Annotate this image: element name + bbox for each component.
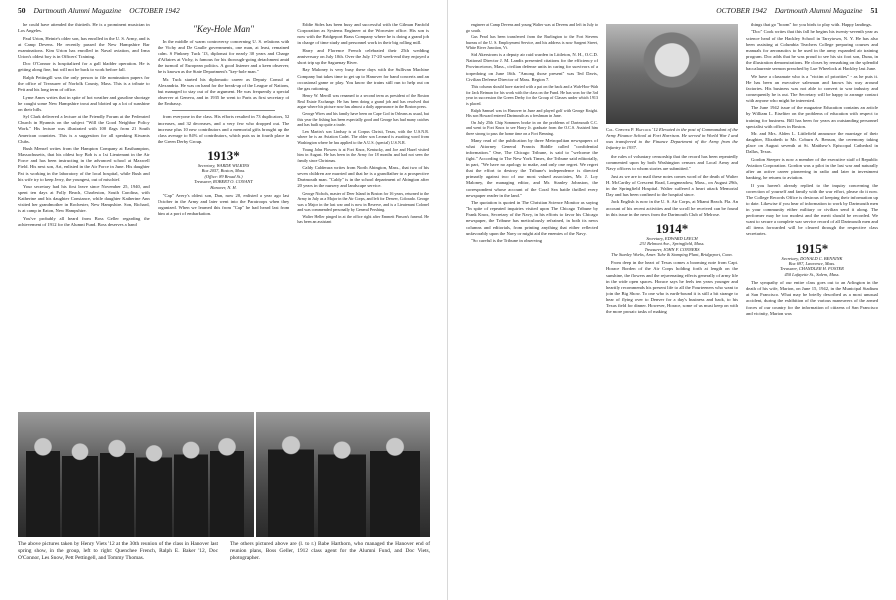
paragraph: Ralph Pettingill was the only person to file nomination papers for the office of Treasurer of Norfolk County, Mass. This is a tribute to Pett and his long term of office. [18,74,150,93]
paragraph: Your secretary had his first leave since November 25, 1940, and spent ten days at Folly Beach, Charleston, South Carolina, with Katherine and his daughter Constance, while daughter Katherine Ann visited her grandmother in Rochester, New Hampshire. Son, Richard, is at camp in Eaton, New Hampshire. [18,184,150,214]
right-col-3 [746,22,878,600]
left-columns [18,22,429,422]
paragraph: Doc O'Connor is hospitalized for a gall bladder operation. He is getting along fine, but will not be back to work before fall. [18,61,150,73]
paragraph: The June 1942 issue of the magazine Education contains an article by William L. Eiseliter on the problems of education with respect to training for business. Bill has been for years an outstanding personnel specialist with offices in Boston. [746,105,878,129]
portrait-caption [606,127,738,151]
left-col-3 [297,22,429,422]
paragraph: he could have attended the thirtieth. He is a prominent musician in Los Angeles. [18,22,150,34]
paragraph: engineer at Camp Devens and young Walter was at Devens and left in July to go south. [466,22,598,33]
paragraph: Ray Maloney is very busy these days with the Sullivan Machine Company but takes time to get up to Hanover for band concerts and an occasional game or play. You know the trains still run to help out on the gas rationing. [297,67,430,91]
paragraph: Paul Urion, Heinie's older son, has enrolled in the U. S. Army, and is at Camp Devens. He recently passed the New Hampshire Bar examinations. Kim Urion has enrolled in Naval aviation, and Irma Urion's oldest boy is in Officers' Training. [18,35,150,59]
paragraph: Young John Flowers is at Fort Knox, Kentucky, and Joe and Hazel visited him in August. He has been in the Army for 18 months and had not seen the family since Christmas. [297,146,430,163]
left-col-1 [18,22,150,422]
paragraph: Mr. Tuck started his diplomatic career as Deputy Consul at Alexandria. He was on hand for the break-up of the League of Nations, but managed to stay out of the argument. He was frequently a special observer at Geneva, and in 1935 he went to Paris as first secretary of the Embassy. [157,76,290,107]
right-columns [466,22,878,600]
class-year: 1915* [795,240,829,256]
caption-right: The others pictured above are (l. to r.) Babe Harthorn, who managed the Hanover end of reunion plans, Boss Geller, 1912 class agent for the Alumni Fund, and Doc Viets, photographer. [230,541,430,561]
portrait-name: Col. Chester P. Haycock '12 [606,127,658,132]
paragraph: George Nichols, master of Deer Island in Boston for 16 years, returned to the Army in July as a Major in the Air Corps, and left for Denver, Colorado. George was a Major in the last war and is now in Reserve, and is a Lieutenant Colonel and was commended personally by General Pershing. [297,190,430,213]
paragraph: Gus Pearl has been transferred from the Burlington to the Fort Stevens bureau of the U. S. Employment Service, and his address is now Sargent Street, White River Junction, Vt. [466,34,598,51]
address: Box 2057, Boston, Mass. [201,168,246,174]
right-col-2 [606,22,738,600]
paragraph: From deep in the heart of Texas comes a booming note from Capt. Horace Borden of the Air Corps holding forth at length on the sunshine, the flowers and the rejuvenating effects generally of army life in the wide open spaces. Horace says he feels ten years younger and heartily recommends his present life to all the Fourteeners who want to join the Big Show. To one who is earth-bound it is still a bit strange to hear of flying over to Denver for a day's business and back, to his Texas field for dinner. However, Horace, some of us must keep on with the more prosaic tasks of making [606,260,738,315]
class-year: 1914* [655,220,689,236]
paragraph: Mr. and Mrs. Alden L. Littlefield announce the marriage of their daughter, Elizabeth to Mr. Coburn A. Benson, the ceremony taking place on August seventh at St. Matthew's Episcopal Cathedral in Dallas, Texas. [746,131,878,155]
class-officers [158,163,290,190]
paragraph: Harry and Florence French celebrated their 25th wedding anniversary on July 10th. Over the July 17-20 week-end they enjoyed a short trip up the Saguenay River. [297,47,430,65]
paragraph: We have a classmate who is a "victim of priorities" - as he puts it. He has been an executive salesman and knows his way around factories. His business was not able to convert to war industry and consequently he is out. The Secretary will be happy to arrange contact with anyone who might be interested. [746,73,878,103]
paragraph: Sid Akerstrom is a deputy air raid warden in Littleton, N. H., O.C.D. National Director J. M. Landis presented citations for the efficiency of Provincetown, Mass., civilian defense units in caring for survivors of a torpedoing on June 16th. "Among those present" was Ted Davis, Civilian Defense Director of Mass. Region 7. [466,52,598,82]
address: The Stanley Works, Amer. Tube & Stamping Plant, Bridgeport, Conn. [611,251,733,257]
address: (Office: 89 Broad St.) [204,173,243,179]
paragraph: Walter Heller pinged in at the office right after Emmett Pinson's funeral. He has been an assistant [297,213,430,225]
divider [172,110,276,111]
paragraph: Henry W. Merrill was renamed to a second term as president of the Boston Real Estate Exchange. He has been doing a grand job and has resolved that argue where his picture now has almost a daily appearance in the Boston press. [297,93,430,110]
class-1914-heading [606,222,738,258]
paragraph: If you haven't already replied to the inquiry concerning the correction of yourself and family with the war effort, please do it now. The College Records Office is desirous of keeping their information up to date. Likewise if you hear of information to work by Dartmouth men in your community either military or civilian send it along. The performer may be too modest and the merit should be recorded. We want to secure a complete war service record of all Dartmouth men and all items forwarded will be cleared through the respective class secretaries. [746,182,878,237]
paragraph: The sympathy of our entire class goes out to an Arlington in the death of his wife, Marion, on June 15, 1942, in the Municipal Stadium at San Francisco. What may be briefly described as a most unusual accident, during the exhibition of the various maneuvers of the armed forces of our country for the information of citizens of San Francisco and vicinity, Marion was [746,280,878,316]
right-page [448,0,896,600]
paragraph: from everyone in the class. His efforts resulted in 73 duplicators, 52 increases, and 32 decreases, and a very few who dropped out. The increase plus 10 new contributors and a memorial gifts brought up the class average to 84% of contributors, which puts us in fourth place in the Green Derby Group. [157,114,290,144]
paragraph: Eddie Sides has been busy and successful with the Gilman Fanfold Corporation as Systems Engineer at the Worcester office. His son is now with the Bridgeport Brass Company where he is doing a grand job in charge of time study and personnel work in their big rolling mill. [297,22,430,46]
paragraph: Lyme Ames writes that in spite of hot weather and gasoline shortage he caught some New Hampshire trout and blotted up a lot of sunshine on their hills. [18,94,150,112]
secretary: Secretary, WARDE WILKINS [197,162,250,168]
right-issue-date: OCTOBER 1942 [716,6,767,15]
paragraph: Many read of the publication by three Metropolitan newspapers of what Attorney General Francis Biddle called "confidential information." One, The Chicago Tribune, is said to "welcome the fight." According to The New York Times, the Tribune said editorially, in part, "We have no apology to make, and only one regret. We regret that the effort to destroy the Tribune's independence is directed primarily against two of our most valued associates, Mr. J. Loy Maloney, the managing editor, and Mr. Stanley Johnston, the correspondent whose account of the Coral Sea battle thrilled every newspaper reader in the land." [466,137,598,198]
paragraph: On July 25th Chip Sommers broke in on the problems of Dartmouth C.C. and went to Fort Knox to see Harry Jr. graduate from the O.C.S. Assisted him three strong to pass the home time on a Fort Benning. [466,119,598,136]
address: 450 Lafayette St., Salem, Mass. [784,271,840,277]
portrait-caption-text: Elevated to the post of Commandant of the Army Finance School at Fort Harrison. He served in World War I and was transferred to the Finance Department of the Army from the Infantry in 1937. [606,127,738,150]
address: Box 697, Lawrence, Mass. [788,260,836,266]
photo-captions [18,541,430,562]
class-1915-heading [746,242,878,278]
right-folio: 51 [870,6,878,15]
address: 231 Belmont Ave., Springfield, Mass. [639,241,705,247]
paragraph: You've probably all heard from Boss Geller regarding the achievement of 1912 for the Alumni Fund. Boss deserves a hand [18,215,150,228]
paragraph: the rules of voluntary censorship that the record has been repeatedly commented upon by both Washington censors and Local Army and Navy officers to whom stories are submitted." [606,154,738,172]
paragraph: "So careful is the Tribune in observing [471,238,543,244]
class-officers [606,236,738,258]
right-magazine-title: Dartmouth Alumni Magazine [774,6,863,15]
paragraph: "Cap" Avery's oldest son, Dan, now 20, enlisted a year ago last October in the Army and later went into the Paratroops when they organized. When we learned this from "Cap" he had heard last from him at a port of embarkation. [157,192,290,217]
paragraph: Gordon Steeper is now a member of the executive staff of Republic Aviation Corporation. Gordon was a pilot in the last war and naturally after an active career pioneering in radio and later in investment banking, he returns to aviation. [746,156,878,181]
secretary: Secretary, EDWARD LEECH [646,235,698,241]
left-issue-date: OCTOBER 1942 [129,6,180,15]
secretary: Secretary, DONALD C. BENNINK [781,255,843,261]
paragraph: things that go "boom" for you birds to play with. Happy landings. [751,22,872,27]
paragraph: Bush Mensel writes from the Hampton Company at Easthampton, Massachusetts, that his oldest boy Bob is a 1st Lieutenant in the Air Force and has been instructing in the advanced school at Maxwell Field. His next son, Art, enlisted in the Air Force in June. His daughter Pat is working in the laboratory of the local hospital, while Bush and his wife try to keep Jerry, the youngest, out of mischief. [18,146,150,182]
left-col-2 [158,22,290,422]
paragraph: Caldy Calderara writes from North Abington, Mass., that two of his seven children are married and that he is a grandfather to a prospective Dartmouth man. "Caldy" is in the school department of Abington after 20 years in the nursery and landscape service. [297,164,430,189]
left-folio: 50 [18,6,26,15]
treasurer: Treasurer, CHANDLER H. FOSTER [780,266,844,272]
paragraph: This column should have started with a pat on the back and a Wah-Hoo-Wah for Jack Reiman for his work with the class on the Fund. He has won for the 3rd year in succession the Green Derby for the Group of Classes under which 1913 is placed. [466,84,598,106]
class-officers [746,256,878,278]
paragraph: Jack English is now in the U. S. Air Corps, at Miami Beach. Fla. An account of his recent activities and the scroll he received can be found in this issue in the news from the Dartmouth Club of Melrose. [606,199,738,217]
left-magazine-title: Dartmouth Alumni Magazine [33,6,122,15]
caption-left: The above pictures taken by Henry Viets '12 at the 30th reunion of the class in Hanover last spring show, in the group, left to right: Quenchee French, Ralph E. Baker '12, Doc O'Connor, Les Snow, Pett Pettingell, and Tommy Thomas. [18,541,218,561]
right-col-1 [466,22,598,600]
class-1913-heading [158,149,290,190]
paragraph: Len Martin's son Lindsay is at Corpus Christi, Texas, with the U.S.N.R. where he is an Aviation Cadet. The older son Leonard is awaiting word from Washington where he has applied to the A.U.S. (special) U.S.N.R. [297,128,430,145]
paragraph: In the middle of warm controversy concerning U. S. relations with the Vichy and De Gaulle governments, one man, at least, remained calm. S Pinkney Tuck '13, diplomat for nearly 30 years and Charge d'Affaires at Vichy, is famous for his thorough-going detachment amid the turmoil of European politics. A good listener and a keen observer, he is known as the State Department's "key-hole man." [157,39,290,75]
class-year: 1913* [207,147,240,163]
left-running-header [18,6,429,18]
right-running-header [466,6,878,18]
paragraph: "Doc" Cook writes that this fall he begins his twenty-seventh year as science head of the Hackley School in Tarrytown, N. Y. He has also been assisting at Columbia Teachers College preparing courses and manuals for aeronautics to be used in the army expanded air training program. Doc adds that he was proud to see his six foot son, Duna, in the illustration demonstrations. He closes by remarking on the splendid baccalaureate sermon preached by Lue Wheelock at Hackley last June. [746,29,878,72]
sidebar-heading: "Key-Hole Man" [193,24,254,34]
treasurer: Treasurer, JOHN F. CONNERS [644,246,700,252]
paragraph: George Wires and his family have been on Cape Cod in Orleans as usual, but this year the fishing has been especially good and George has had many catches and has built up quite a trade. [297,111,430,128]
paragraph: The quotation is quoted in The Christian Science Monitor as saying "In spite of repeated inquiries visited upon The Chicago Tribune by Frank Knox, Secretary of the Navy, in his efforts to favor his Chicago newspaper, the Tribune has meticulously refrained, in both its news columns and editorials, from printing anything that either reflected unfavorably upon the Navy or might aid the enemies of the Navy. [466,200,598,236]
paragraph: Syl Clark delivered a lecture at the Friendly Forum at the Federated Church in Hyannis on the subject "Will the Good Neighbor Policy Work." His lecture was illustrated with 100 flags from 21 South American countries. This is a suggestion for all speaking Kiwanis Clubs. [18,114,150,144]
paragraph: Just as we are to mail these notes comes word of the death of Walter H. McCarthy of Crescent Road, Longmeadow, Mass., on August 29th, in the Springfield Hospital. Walter suffered a heart attack Memorial Day and has been confined to the hospital since. [606,173,738,197]
portrait-photo [606,24,738,124]
reunion-photo [18,412,430,537]
address: Hanover, N. H. [210,184,237,190]
treasurer: Treasurer, ROBERT O. CONANT [194,179,253,185]
paragraph: Ralph Samuel was in Hanover in June and played golf with George Knight. His son Howard entered Dartmouth as a freshman in June. [466,107,598,119]
